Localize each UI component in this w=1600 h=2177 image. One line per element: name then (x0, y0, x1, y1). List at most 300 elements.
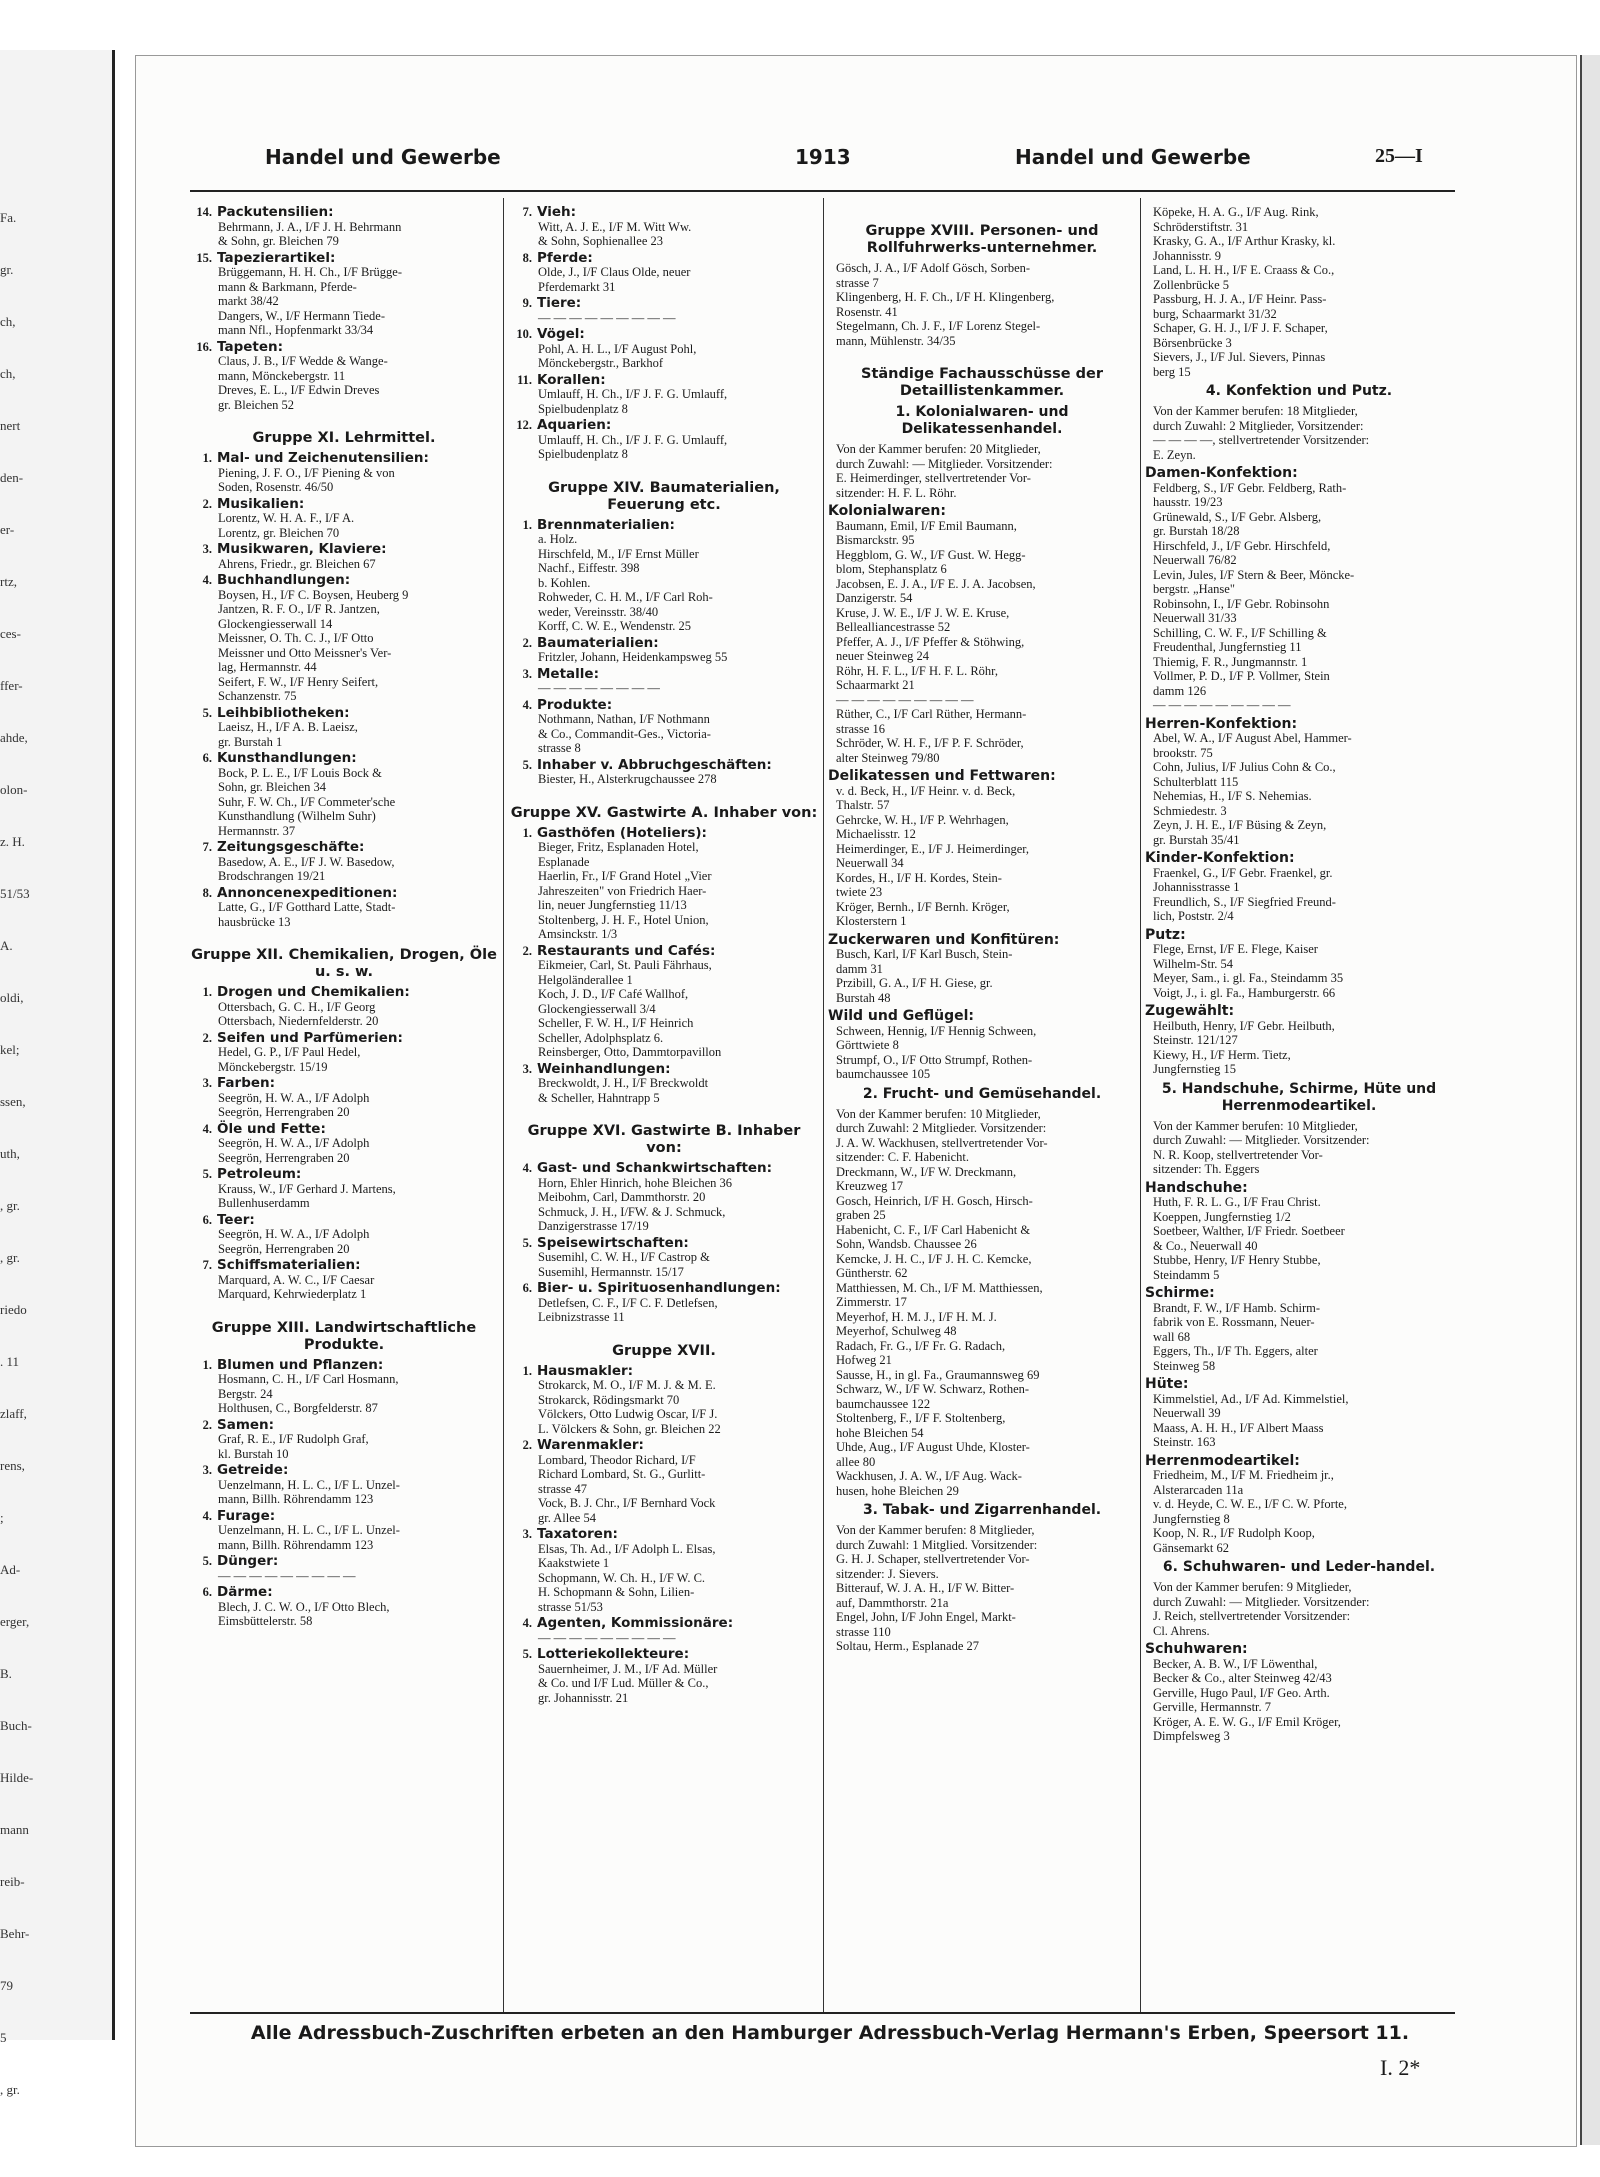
listing-line: Bullenhuserdamm (218, 1196, 310, 1210)
listing-line: Steindamm 5 (1153, 1267, 1220, 1282)
listing-line: Mönckebergstr., Barkhof (538, 356, 664, 370)
category-entry (510, 1364, 818, 1437)
category-title (190, 573, 498, 588)
listing-line: Von der Kammer berufen: 8 Mitglieder, (836, 1523, 1035, 1537)
listing-line: Hofweg 21 (836, 1353, 892, 1367)
listing-line: Kunsthandlung (Wilhelm Suhr) (218, 809, 376, 823)
category-name: Leihbibliotheken: (217, 704, 350, 721)
category-title (510, 1281, 818, 1296)
listing-line: Umlauff, H. Ch., I/F J. F. G. Umlauff, (538, 387, 728, 401)
listing-line: husen, hohe Bleichen 29 (836, 1483, 959, 1498)
listing-line: Brodschrangen 19/21 (218, 869, 326, 883)
listing-line: Rohweder, C. H. M., I/F Carl Roh- (538, 590, 713, 604)
listing-line: Jahreszeiten" von Friedrich Haer- (538, 883, 707, 898)
listing-line: lich, Poststr. 2/4 (1153, 909, 1234, 923)
margin-fragment: ssen, (0, 1094, 26, 1109)
category-name: Getreide: (217, 1462, 289, 1478)
category-title (190, 1213, 498, 1228)
category-name: Pferde: (537, 249, 593, 266)
section-heading: Schirme: (1145, 1285, 1215, 1301)
category-title (510, 944, 818, 959)
group-heading: Ständige Fachausschüsse der Detaillistenkammer. (861, 366, 1103, 399)
listing-line: Lombard, Theodor Richard, I/F (538, 1452, 696, 1467)
column-3 (828, 205, 1136, 1654)
margin-fragment: . 11 (0, 1354, 20, 1369)
category-number: 4. (522, 697, 532, 712)
listing-line: Suhr, F. W. Ch., I/F Commeter'sche (218, 794, 396, 809)
listing-line: Robinsohn, I., I/F Gebr. Robinsohn (1153, 596, 1330, 611)
listing-line: b. Kohlen. (538, 575, 591, 590)
category-title (190, 451, 498, 466)
listing-line: Thiemig, F. R., Jungmannstr. 1 (1153, 654, 1308, 669)
category-name: Produkte: (537, 696, 613, 713)
category-entry (510, 1647, 818, 1705)
category-entry (190, 1418, 498, 1462)
listing-line: Ottersbach, Niedernfelderstr. 20 (218, 1014, 379, 1028)
category-entry (190, 1509, 498, 1553)
listing-line: strasse 47 (538, 1481, 587, 1496)
listing-line: Haerlin, Fr., I/F Grand Hotel „Vier (538, 869, 712, 883)
category-name: Inhaber v. Abbruchgeschäften: (537, 756, 772, 773)
listing-line: Kimmelstiel, Ad., I/F Ad. Kimmelstiel, (1153, 1391, 1349, 1406)
category-name: Teer: (217, 1211, 255, 1228)
category-number: 5. (522, 1647, 532, 1661)
listing-line: durch Zuwahl: 2 Mitglieder. Vorsitzender: (836, 1121, 1047, 1135)
section-heading: Hüte: (1145, 1376, 1189, 1392)
listing-line: mann Nfl., Hopfenmarkt 33/34 (218, 323, 374, 337)
listing-line: — — — — — — — — — (836, 692, 974, 707)
margin-fragment: z. H. (0, 834, 25, 849)
category-entry (510, 1236, 818, 1280)
group-heading: Gruppe XIV. Baumaterialien, Feuerung etc. (548, 479, 780, 513)
listing-line: Meyerhof, H. M. J., I/F H. M. J. (836, 1309, 997, 1324)
category-entry (190, 1585, 498, 1629)
listing-line: Schulterblatt 115 (1153, 774, 1239, 789)
listing-line: Köpeke, H. A. G., I/F Aug. Rink, (1153, 205, 1319, 219)
category-entry (190, 205, 498, 249)
listing-line: durch Zuwahl: — Mitglieder. Vorsitzender: (1153, 1594, 1370, 1609)
listing-line: Marquard, A. W. C., I/F Caesar (218, 1272, 375, 1287)
category-number: 9. (522, 296, 532, 310)
listing-line: Holthusen, C., Borgfelderstr. 87 (218, 1401, 378, 1415)
header-right: Handel und Gewerbe (1015, 145, 1251, 169)
margin-fragment: mann (0, 1822, 29, 1837)
listing-line: bergstr. „Hanse" (1153, 582, 1235, 596)
listing-line: damm 126 (1153, 683, 1207, 698)
margin-fragment: ffer- (0, 678, 23, 693)
category-entry (510, 296, 818, 325)
listing-line: durch Zuwahl: — Mitglieder. Vorsitzender: (1153, 1133, 1370, 1147)
listing-line: Stoltenberg, F., I/F F. Stoltenberg, (836, 1411, 1006, 1425)
listing-line: Güntherstr. 62 (836, 1266, 908, 1280)
category-name: Vögel: (537, 326, 585, 342)
listing-line: & Sohn, gr. Bleichen 79 (218, 234, 339, 248)
listing-line: Spielbudenplatz 8 (538, 401, 628, 416)
margin-fragment: , gr. (0, 2082, 20, 2097)
listing-line: Neuerwall 76/82 (1153, 553, 1237, 567)
category-number: 1. (522, 1363, 532, 1378)
category-title (190, 1418, 498, 1433)
category-entry (190, 886, 498, 930)
category-entry (190, 1463, 498, 1507)
listing-line: fabrik von E. Rossmann, Neuer- (1153, 1315, 1315, 1329)
listing-line: Susemihl, C. W. H., I/F Castrop & (538, 1250, 710, 1264)
listing-line: Soden, Rosenstr. 46/50 (218, 480, 334, 494)
committee-heading: 3. Tabak- und Zigarrenhandel. (862, 1502, 1102, 1518)
category-entry (510, 1281, 818, 1325)
listing-line: Seifert, F. W., I/F Henry Seifert, (218, 674, 379, 689)
listing-line: Schröder, W. H. F., I/F P. F. Schröder, (836, 736, 1024, 750)
listing-line: Soetbeer, Walther, I/F Friedr. Soetbeer (1153, 1224, 1345, 1238)
category-name: Aquarien: (537, 417, 612, 433)
listing-line: Schmuck, J. H., I/FW. & J. Schmuck, (538, 1204, 726, 1219)
listing-line: Biester, H., Alsterkrugchaussee 278 (538, 772, 717, 786)
listing-line: Freudenthal, Jungfernstieg 11 (1153, 640, 1302, 654)
listing-line: alter Steinweg 79/80 (836, 750, 940, 765)
column-2 (510, 205, 818, 1707)
listing-line: & Sohn, Sophienallee 23 (538, 234, 663, 248)
category-title (190, 706, 498, 721)
category-title (190, 840, 498, 855)
listing-line: — — — — — — — — — (1153, 698, 1291, 712)
listing-line: Klosterstern 1 (836, 914, 907, 928)
category-title (510, 1236, 818, 1251)
listing-line: Bellealliancestrasse 52 (836, 620, 951, 634)
listing-line: Zeyn, J. H. E., I/F Büsing & Zeyn, (1153, 818, 1327, 832)
category-entry (190, 1213, 498, 1257)
category-number: 7. (202, 840, 212, 854)
listing-line: Seegrön, Herrengraben 20 (218, 1241, 350, 1256)
category-entry (190, 1122, 498, 1166)
page-number: 25—I (1375, 145, 1423, 167)
category-entry (510, 698, 818, 756)
margin-fragment: Buch- (0, 1718, 32, 1733)
category-name: Mal- und Zeichenutensilien: (217, 450, 429, 466)
category-name: Buchhandlungen: (217, 572, 351, 588)
listing-line: lin, neuer Jungfernstieg 11/13 (538, 898, 687, 912)
listing-line: gr. Johannisstr. 21 (538, 1690, 629, 1705)
listing-line: allee 80 (836, 1454, 876, 1469)
category-number: 10. (516, 327, 532, 341)
listing-line: durch Zuwahl: 1 Mitglied. Vorsitzender: (836, 1537, 1038, 1552)
category-number: 5. (522, 1235, 532, 1250)
category-number: 3. (522, 1061, 532, 1076)
listing-line: Seegrön, H. W. A., I/F Adolph (218, 1090, 370, 1105)
margin-fragment: ch, (0, 314, 16, 329)
listing-line: Witt, A. J. E., I/F M. Witt Ww. (538, 219, 692, 234)
listing-line: Nachf., Eiffestr. 398 (538, 561, 640, 575)
listing-line: Behrmann, J. A., I/F J. H. Behrmann (218, 219, 402, 234)
category-entry (190, 1167, 498, 1211)
listing-line: Schilling, C. W. F., I/F Schilling & (1153, 625, 1327, 640)
category-entry (510, 327, 818, 371)
footer-rule (190, 2012, 1455, 2014)
listing-line: Strokarck, Rödingsmarkt 70 (538, 1392, 680, 1407)
margin-fragment: B. (0, 1666, 12, 1681)
category-title (190, 251, 498, 266)
page-header (265, 145, 1445, 185)
section-heading: Zuckerwaren und Konfitüren: (828, 931, 1060, 948)
listing-line: Von der Kammer berufen: 9 Mitglieder, (1153, 1580, 1352, 1594)
listing-line: Kaakstwiete 1 (538, 1556, 610, 1570)
section-heading: Putz: (1145, 926, 1186, 943)
listing-line: Seegrön, Herrengraben 20 (218, 1105, 350, 1119)
committee-heading: 1. Kolonialwaren- und Delikatessenhandel. (895, 404, 1069, 437)
category-name: Musikalien: (217, 495, 305, 512)
listing-line: Burstah 48 (836, 990, 891, 1005)
listing-line: Gösch, J. A., I/F Adolf Gösch, Sorben- (836, 261, 1031, 275)
category-name: Seifen und Parfümerien: (217, 1029, 403, 1046)
category-entry (510, 758, 818, 787)
category-number: 7. (202, 1258, 212, 1272)
category-title (510, 518, 818, 533)
listing-line: durch Zuwahl: — Mitglieder. Vorsitzender: (836, 456, 1053, 471)
category-name: Hausmakler: (537, 1362, 634, 1379)
listing-line: Laeisz, H., I/F A. B. Laeisz, (218, 720, 358, 734)
listing-line: Johannisstrasse 1 (1153, 880, 1240, 894)
listing-line: auf, Dammthorstr. 21a (836, 1595, 949, 1610)
category-name: Samen: (217, 1416, 275, 1433)
category-entry (190, 1076, 498, 1120)
listing-line: Zollenbrücke 5 (1153, 277, 1230, 292)
category-name: Taxatoren: (537, 1526, 618, 1542)
listing-line: a. Holz. (538, 532, 578, 546)
category-name: Musikwaren, Klaviere: (217, 541, 387, 557)
category-number: 11. (517, 372, 532, 387)
category-number: 2. (202, 1417, 212, 1432)
listing-line: Koeppen, Jungfernstieg 1/2 (1153, 1209, 1291, 1224)
listing-line: H. Schopmann & Sohn, Lilien- (538, 1585, 695, 1599)
listing-line: Koop, N. R., I/F Rudolph Koop, (1153, 1526, 1315, 1540)
listing-line: blom, Stephansplatz 6 (836, 562, 947, 576)
listing-line: weder, Vereinsstr. 38/40 (538, 604, 659, 619)
category-entry (510, 1527, 818, 1614)
group-heading: Gruppe XV. Gastwirte A. Inhaber von: (510, 804, 818, 821)
listing-line: Krasky, G. A., I/F Arthur Krasky, kl. (1153, 234, 1336, 248)
listing-line: baumchaussee 122 (836, 1396, 931, 1411)
listing-line: Hosmann, C. H., I/F Carl Hosmann, (218, 1372, 399, 1386)
listing-line: & Co., Commandit-Ges., Victoria- (538, 726, 711, 741)
category-name: Farben: (217, 1075, 276, 1091)
listing-line: Cl. Ahrens. (1153, 1623, 1210, 1638)
listing-line: Strumpf, O., I/F Otto Strumpf, Rothen- (836, 1052, 1033, 1067)
category-entry (510, 518, 818, 634)
listing-line: Vollmer, P. D., I/F P. Vollmer, Stein (1153, 669, 1330, 683)
category-name: Blumen und Pflanzen: (217, 1356, 384, 1373)
listing-line: Bismarckstr. 95 (836, 533, 915, 547)
category-title (510, 826, 818, 841)
listing-line: Rosenstr. 41 (836, 304, 898, 319)
group-heading: Gruppe XI. Lehrmittel. (252, 430, 436, 446)
listing-line: hausbrücke 13 (218, 914, 291, 929)
listing-line: Susemihl, Hermannstr. 15/17 (538, 1264, 684, 1279)
listing-line: wall 68 (1153, 1329, 1191, 1344)
committee-heading: 6. Schuhwaren- und Leder-handel. (1162, 1559, 1436, 1575)
column-4 (1145, 205, 1453, 1744)
listing-line: hausstr. 19/23 (1153, 495, 1223, 509)
margin-fragment: kel; (0, 1042, 20, 1057)
listing-line: Von der Kammer berufen: 10 Mitglieder, (836, 1106, 1041, 1121)
category-entry (510, 636, 818, 665)
listing-line: — — — — — — — — — (538, 1630, 676, 1645)
listing-line: Seegrön, H. W. A., I/F Adolph (218, 1227, 370, 1241)
listing-line: Detlefsen, C. F., I/F C. F. Detlefsen, (538, 1295, 718, 1310)
category-entry (510, 251, 818, 295)
category-entry (190, 340, 498, 413)
category-title (510, 1527, 818, 1542)
category-number: 1. (202, 985, 212, 999)
listing-line: Von der Kammer berufen: 18 Mitglieder, (1153, 404, 1358, 418)
listing-line: Passburg, H. J. A., I/F Heinr. Pass- (1153, 292, 1327, 306)
category-title (190, 205, 498, 220)
listing-line: Engel, John, I/F John Engel, Markt- (836, 1610, 1016, 1624)
listing-line: Hermannstr. 37 (218, 823, 296, 838)
category-number: 3. (202, 542, 212, 556)
listing-line: Nothmann, Nathan, I/F Nothmann (538, 712, 710, 726)
category-number: 4. (202, 1121, 212, 1136)
listing-line: Becker & Co., alter Steinweg 42/43 (1153, 1671, 1332, 1685)
listing-line: berg 15 (1153, 364, 1191, 379)
category-entry (510, 944, 818, 1060)
listing-line: sitzender: C. F. Habenicht. (836, 1150, 969, 1164)
category-title (190, 340, 498, 355)
margin-fragment: ch, (0, 366, 16, 381)
category-title (510, 1364, 818, 1379)
category-name: Gast- und Schankwirtschaften: (537, 1160, 773, 1176)
category-number: 6. (202, 1585, 212, 1599)
margin-fragment: Behr- (0, 1926, 30, 1941)
listing-line: baumchaussee 105 (836, 1067, 931, 1081)
listing-line: Kordes, H., I/F H. Kordes, Stein- (836, 870, 1002, 885)
listing-line: Lorentz, gr. Bleichen 70 (218, 525, 340, 540)
category-title (190, 1122, 498, 1137)
category-title (510, 1438, 818, 1453)
listing-line: Schaarmarkt 21 (836, 678, 915, 692)
listing-line: brookstr. 75 (1153, 745, 1213, 760)
category-name: Drogen und Chemikalien: (217, 984, 410, 1000)
listing-line: Kruse, J. W. E., I/F J. W. E. Kruse, (836, 605, 1010, 620)
listing-line: mann, Mönckebergstr. 11 (218, 368, 346, 383)
margin-fragment: Hilde- (0, 1770, 34, 1785)
listing-line: Meissner, O. Th. C. J., I/F Otto (218, 631, 374, 645)
listing-line: Marquard, Kehrwiederplatz 1 (218, 1287, 367, 1301)
listing-line: Hirschfeld, J., I/F Gebr. Hirschfeld, (1153, 538, 1331, 553)
category-number: 3. (202, 1463, 212, 1477)
listing-line: Wackhusen, J. A. W., I/F Aug. Wack- (836, 1469, 1022, 1483)
category-name: Tiere: (537, 295, 582, 311)
category-title (190, 1167, 498, 1182)
listing-line: v. d. Heyde, C. W. E., I/F C. W. Pforte, (1153, 1497, 1347, 1511)
listing-line: mann & Barkmann, Pferde- (218, 279, 357, 294)
category-entry (510, 1161, 818, 1234)
listing-line: E. Zeyn. (1153, 447, 1196, 462)
category-title (510, 758, 818, 773)
listing-line: Basedow, A. E., I/F J. W. Basedow, (218, 854, 395, 869)
section-heading: Zugewählt: (1145, 1003, 1235, 1019)
section-heading: Schuhwaren: (1145, 1641, 1248, 1657)
listing-line: Koch, J. D., I/F Café Wallhof, (538, 987, 689, 1001)
listing-line: Heilbuth, Henry, I/F Gebr. Heilbuth, (1153, 1018, 1335, 1033)
listing-line: sitzender: H. F. L. Röhr. (836, 485, 957, 500)
margin-fragment: , gr. (0, 1250, 20, 1265)
category-number: 2. (522, 635, 532, 650)
category-entry (510, 373, 818, 417)
signature-mark: I. 2* (1380, 2055, 1421, 2080)
category-name: Dünger: (217, 1553, 279, 1569)
listing-line: strasse 16 (836, 721, 885, 736)
listing-line: N. R. Koop, stellvertretender Vor- (1153, 1147, 1323, 1162)
category-title (190, 542, 498, 557)
listing-line: Meissner und Otto Meissner's Ver- (218, 645, 392, 660)
category-number: 1. (202, 451, 212, 465)
listing-line: Sievers, J., I/F Jul. Sievers, Pinnas (1153, 350, 1326, 364)
category-number: 6. (522, 1281, 532, 1295)
listing-line: Ottersbach, G. C. H., I/F Georg (218, 999, 376, 1014)
category-number: 8. (202, 885, 212, 900)
listing-line: Glockengiesserwall 14 (218, 616, 333, 631)
listing-line: Bitterauf, W. J. A. H., I/F W. Bitter- (836, 1581, 1015, 1595)
category-name: Packutensilien: (217, 204, 334, 220)
listing-line: damm 31 (836, 961, 883, 976)
category-title (190, 1585, 498, 1600)
listing-line: Fritzler, Johann, Heidenkampsweg 55 (538, 650, 728, 664)
listing-line: Kröger, Bernh., I/F Bernh. Kröger, (836, 899, 1010, 914)
category-name: Gasthöfen (Hoteliers): (537, 824, 707, 841)
listing-line: Schwarz, W., I/F W. Schwarz, Rothen- (836, 1382, 1030, 1396)
listing-line: hohe Bleichen 54 (836, 1425, 924, 1440)
listing-line: Busch, Karl, I/F Karl Busch, Stein- (836, 947, 1013, 961)
category-number: 15. (196, 250, 212, 265)
listing-line: Richard Lombard, St. G., Gurlitt- (538, 1467, 706, 1481)
listing-line: Strokarck, M. O., I/F M. J. & M. E. (538, 1378, 716, 1392)
listing-line: Klingenberg, H. F. Ch., I/F H. Klingenberg, (836, 290, 1055, 304)
category-entry (190, 985, 498, 1029)
listing-line: Baumann, Emil, I/F Emil Baumann, (836, 518, 1017, 533)
category-title (190, 886, 498, 901)
category-entry (190, 542, 498, 571)
listing-line: L. Völckers & Sohn, gr. Bleichen 22 (538, 1421, 721, 1436)
section-heading: Kinder-Konfektion: (1145, 850, 1295, 866)
listing-line: gr. Allee 54 (538, 1510, 596, 1525)
listing-line: Breckwoldt, J. H., I/F Breckwoldt (538, 1076, 709, 1090)
listing-line: Graf, R. E., I/F Rudolph Graf, (218, 1432, 369, 1446)
listing-line: v. d. Beck, H., I/F Heinr. v. d. Beck, (836, 783, 1016, 798)
listing-line: Scheller, Adolphsplatz 6. (538, 1030, 664, 1045)
listing-line: Sauernheimer, J. M., I/F Ad. Müller (538, 1661, 718, 1676)
committee-heading: 5. Handschuhe, Schirme, Hüte und Herrenmodeartikel. (1161, 1080, 1437, 1114)
margin-fragment: er- (0, 522, 15, 537)
listing-line: Seegrön, H. W. A., I/F Adolph (218, 1136, 370, 1150)
listing-line: Soltau, Herm., Esplanade 27 (836, 1639, 980, 1653)
margin-fragment: riedo (0, 1302, 27, 1317)
listing-line: Claus, J. B., I/F Wedde & Wange- (218, 354, 388, 368)
listing-line: Börsenbrücke 3 (1153, 335, 1232, 350)
listing-line: — — — —, stellvertretender Vorsitzender: (1153, 433, 1370, 447)
listing-line: Steinstr. 163 (1153, 1435, 1216, 1449)
section-heading: Damen-Konfektion: (1145, 465, 1298, 481)
category-entry (190, 451, 498, 495)
category-title (190, 1031, 498, 1046)
listing-line: Maass, A. H. H., I/F Albert Maass (1153, 1420, 1324, 1435)
margin-fragment: 51/53 (0, 886, 30, 901)
listing-line: strasse 7 (836, 275, 879, 290)
listing-line: Horn, Ehler Hinrich, hohe Bleichen 36 (538, 1175, 733, 1190)
group-heading: Gruppe XVI. Gastwirte B. Inhaber von: (527, 1123, 801, 1156)
category-title (190, 1258, 498, 1273)
listing-line: Gehrcke, W. H., I/F P. Wehrhagen, (836, 812, 1009, 827)
category-entry (190, 751, 498, 838)
group-heading: Gruppe XVIII. Personen- und Rollfuhrwerks-unternehmer. (865, 223, 1099, 256)
